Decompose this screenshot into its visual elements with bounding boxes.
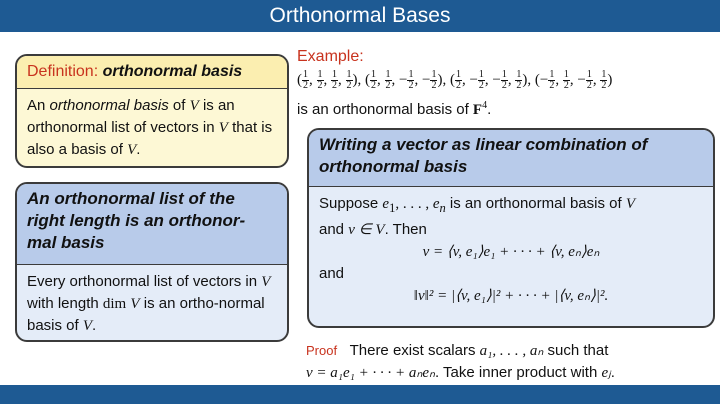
math-v: V	[127, 142, 137, 158]
fraction: $\frac{1}{2}$	[317, 69, 323, 91]
theorem-text: Every orthonormal list of vectors in	[27, 273, 262, 290]
theorem-right-length-box	[15, 182, 289, 342]
theorem-line-2	[319, 219, 703, 241]
example-text-prefix: is an orthonormal basis of	[297, 101, 473, 118]
math-combination: v = a₁e₁ + · · · + aₙeₙ	[306, 365, 435, 381]
math-dim: dim	[102, 296, 127, 312]
math-ellipsis: , . . . ,	[395, 196, 433, 212]
theorem-title-line: An orthonormal list of the	[27, 189, 235, 208]
fraction: $\frac{1}{2}$	[516, 69, 522, 91]
math-v: V	[218, 120, 228, 136]
theorem-title-line: mal basis	[27, 233, 105, 252]
fraction: $\frac{1}{2}$	[408, 69, 414, 91]
definition-text: An	[27, 97, 50, 114]
fraction: $\frac{1}{2}$	[431, 69, 437, 91]
theorem-text: and	[319, 221, 349, 238]
basis-vector: (− $\frac{1}{2}$ , $\frac{1}{2}$ , − $\frac{1}{2}$ , $\frac{1}{2}$ )	[534, 69, 613, 91]
field-symbol: F	[472, 102, 483, 118]
theorem-title-line: Writing a vector as linear combination of	[319, 135, 648, 154]
theorem-text: . Then	[384, 221, 427, 238]
fraction: $\frac{1}{2}$	[385, 69, 391, 91]
fraction: $\frac{1}{2}$	[332, 69, 337, 91]
theorem-title-line: right length is an orthonor-	[27, 211, 246, 230]
theorem-line-1	[319, 193, 703, 219]
math-v: V	[189, 98, 199, 114]
theorem-text: is an ortho-normal basis of	[27, 295, 265, 334]
fraction: $\frac{1}{2}$	[549, 69, 555, 91]
definition-text: of	[168, 97, 190, 114]
equation-expansion: v = ⟨v, e₁⟩e₁ + · · · + ⟨v, eₙ⟩eₙ	[422, 244, 600, 260]
fraction: $\frac{1}{2}$	[563, 69, 569, 91]
math-subscript: n	[439, 201, 446, 215]
example-basis-list: ( $\frac{1}{2}$ , $\frac{1}{2}$ , $\frac{1}{2}$ , $\frac{1}{2}$ ), ( $\frac{1}{2}$ , $\frac{1}{2}$ , − $\frac{1}{2}$ , − $\frac{1}{2}$ ), ( $\frac{1}{2}$ , − $\frac{1}{2}$ , − $\frac{1}{2}$ , $\frac{1}{2}$ ), (− $\frac{1}{2}$ , $\frac{1}{2}$ , − $\frac{1}{2}$ , $\frac{1}{2}$ )	[297, 69, 613, 91]
proof-line-1	[306, 340, 711, 362]
math-subscript: 1	[389, 201, 396, 215]
theorem-right-length-body	[17, 265, 287, 342]
fraction: $\frac{1}{2}$	[371, 69, 376, 91]
equation-norm: ‖v‖² = |⟨v, e₁⟩|² + · · · + |⟨v, eₙ⟩|².	[413, 288, 609, 304]
theorem-and: and	[319, 265, 345, 282]
fraction: $\frac{1}{2}$	[455, 69, 461, 91]
proof-text: . Take inner product with	[434, 364, 602, 381]
definition-body	[17, 89, 287, 167]
math-e: e	[382, 196, 390, 212]
basis-vector: ( $\frac{1}{2}$ , − $\frac{1}{2}$ , − $\frac{1}{2}$ , $\frac{1}{2}$ )	[449, 69, 528, 91]
definition-text: is an orthonormal list of vectors in	[27, 97, 235, 136]
example-label: Example:	[297, 48, 364, 65]
math-v: V	[130, 296, 140, 312]
math-ej: eⱼ	[601, 365, 611, 381]
definition-term-italic: orthonormal basis	[49, 97, 169, 114]
proof-block	[306, 340, 711, 384]
definition-header	[17, 56, 287, 89]
math-v: V	[82, 318, 93, 334]
field-exponent: 4	[482, 100, 488, 111]
definition-term: orthonormal basis	[102, 63, 243, 80]
math-v: V	[625, 196, 635, 212]
example-text	[297, 100, 491, 119]
basis-vector: ( $\frac{1}{2}$ , $\frac{1}{2}$ , $\frac{1}{2}$ , $\frac{1}{2}$ )	[297, 69, 358, 91]
proof-text: .	[610, 364, 615, 381]
theorem-linear-combination-title	[309, 130, 713, 187]
proof-line-2	[306, 362, 711, 384]
fraction: $\frac{1}{2}$	[478, 69, 484, 91]
theorem-title-line: orthonormal basis	[319, 157, 468, 176]
theorem-right-length-title	[17, 184, 287, 265]
fraction: $\frac{1}{2}$	[303, 69, 308, 91]
footer-bar	[0, 385, 720, 404]
definition-text: .	[136, 141, 141, 158]
theorem-text: is an orthonormal basis of	[445, 195, 626, 212]
math-membership: v ∈ V	[348, 222, 385, 238]
math-scalars: a₁, . . . , aₙ	[479, 343, 544, 359]
fraction: $\frac{1}{2}$	[586, 69, 592, 91]
proof-text: such that	[543, 342, 609, 359]
theorem-linear-combination-body	[309, 187, 713, 313]
fraction: $\frac{1}{2}$	[501, 69, 507, 91]
proof-label: Proof	[306, 343, 338, 358]
math-v: V	[261, 274, 271, 290]
fraction: $\frac{1}{2}$	[346, 69, 352, 91]
theorem-linear-combination-box	[307, 128, 715, 328]
example-text-suffix: .	[487, 101, 492, 118]
definition-box	[15, 54, 289, 168]
proof-text: There exist scalars	[349, 342, 480, 359]
definition-text: that is also a basis of	[27, 119, 273, 158]
math-e: e	[432, 196, 440, 212]
basis-vector: ( $\frac{1}{2}$ , $\frac{1}{2}$ , − $\frac{1}{2}$ , − $\frac{1}{2}$ )	[365, 69, 443, 91]
fraction: $\frac{1}{2}$	[601, 69, 607, 91]
slide-title: Orthonormal Bases	[0, 0, 720, 32]
theorem-text: .	[92, 317, 97, 334]
theorem-text: Suppose	[319, 195, 383, 212]
theorem-text: with length	[27, 295, 103, 312]
definition-label: Definition:	[27, 63, 99, 80]
